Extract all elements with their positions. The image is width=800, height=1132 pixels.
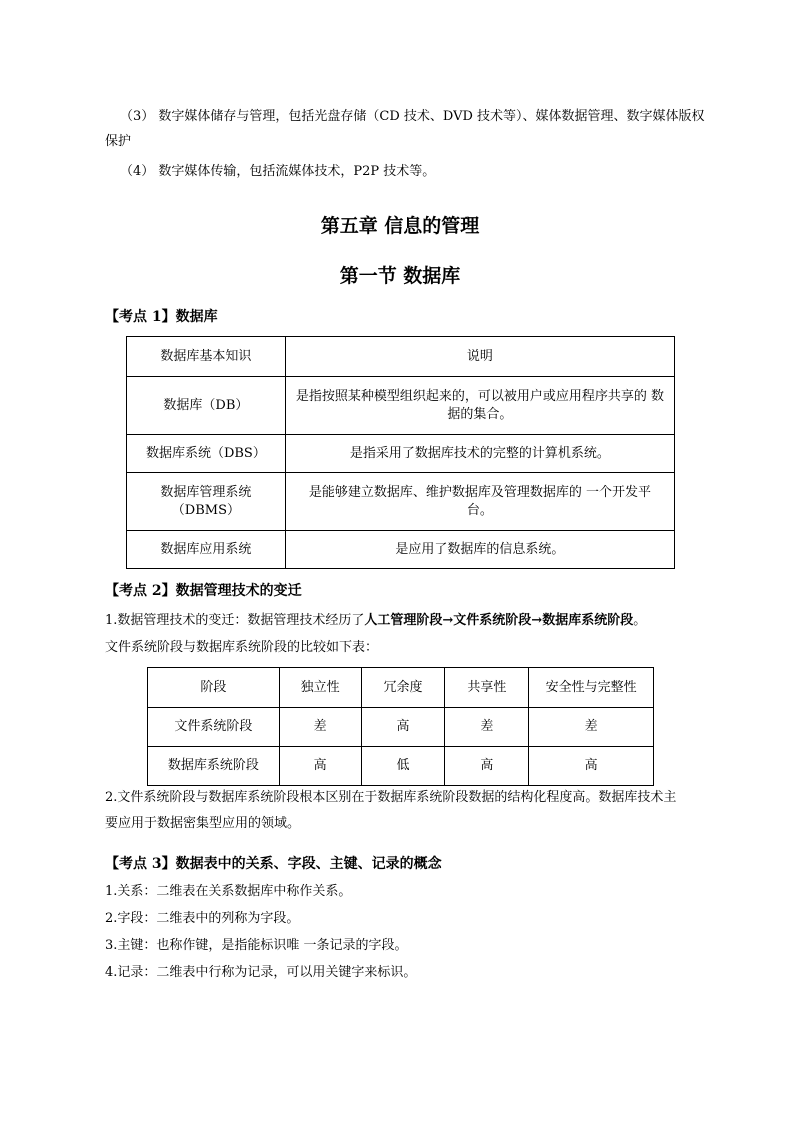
table-cell: 高 <box>445 747 529 786</box>
table-cell: 高 <box>279 747 361 786</box>
table-cell: 低 <box>361 747 445 786</box>
term-line: 数据库管理系统 <box>160 484 252 500</box>
desc-line: 据的集合。 <box>447 406 513 422</box>
paragraph-4: （4） 数字媒体传输，包括流媒体技术，P2P 技术等。 <box>120 164 436 179</box>
paragraph-3-line-1: （3） 数字媒体储存与管理，包括光盘存储（CD 技术、DVD 技术等）、媒体数据管理、数字媒体版权 <box>120 109 705 124</box>
term-cell: 数据库应用系统 <box>127 531 286 569</box>
table-row <box>148 747 654 786</box>
database-basics-table <box>126 336 675 569</box>
term-cell: 数据库（DB） <box>127 377 286 435</box>
comparison-intro: 文件系统阶段与数据库系统阶段的比较如下表： <box>105 640 379 655</box>
table-row <box>127 435 675 473</box>
header-cell: 说明 <box>285 337 674 377</box>
section-title: 第一节 数据库 <box>339 265 461 287</box>
evolution-stages: 人工管理阶段→文件系统阶段→数据库系统阶段 <box>364 613 634 628</box>
evolution-line <box>105 612 646 630</box>
kaodian-2-heading: 【考点 2】数据管理技术的变迁 <box>105 583 302 599</box>
table-cell: 差 <box>529 708 654 747</box>
desc-line: 是指按照某种模型组织起来的，可以被用户或应用程序共享的 数 <box>295 388 664 404</box>
chapter-title: 第五章 信息的管理 <box>320 215 480 237</box>
header-cell: 共享性 <box>445 668 529 708</box>
term-cell <box>127 473 286 531</box>
desc-cell <box>285 473 674 531</box>
table-header-row <box>148 668 654 708</box>
desc-cell <box>285 377 674 435</box>
desc-line: 是能够建立数据库、维护数据库及管理数据库的 一个开发平 <box>308 484 651 500</box>
definition-item: 4.记录：二维表中行称为记录，可以用关键字来标识。 <box>105 965 417 980</box>
evolution-suffix: 。 <box>633 613 647 628</box>
term-cell: 数据库系统（DBS） <box>127 435 286 473</box>
desc-cell: 是应用了数据库的信息系统。 <box>285 531 674 569</box>
kaodian-3-heading: 【考点 3】数据表中的关系、字段、主键、记录的概念 <box>105 856 442 872</box>
header-cell: 数据库基本知识 <box>127 337 286 377</box>
difference-line-2: 要应用于数据密集型应用的领域。 <box>105 816 301 831</box>
table-row <box>148 708 654 747</box>
table-row <box>127 377 675 435</box>
term-line: （DBMS） <box>171 502 240 518</box>
kaodian-1-heading: 【考点 1】数据库 <box>105 309 218 325</box>
paragraph-3-line-2: 保护 <box>105 134 132 149</box>
table-cell: 高 <box>361 708 445 747</box>
table-header-row <box>127 337 675 377</box>
table-cell: 差 <box>445 708 529 747</box>
difference-line-1: 2.文件系统阶段与数据库系统阶段根本区别在于数据库系统阶段数据的结构化程度高。数据库技术主 <box>105 790 677 805</box>
desc-line: 台。 <box>466 502 493 518</box>
table-cell: 文件系统阶段 <box>148 708 280 747</box>
table-row <box>127 473 675 531</box>
header-cell: 独立性 <box>279 668 361 708</box>
header-cell: 阶段 <box>148 668 280 708</box>
table-row <box>127 531 675 569</box>
evolution-prefix: 1.数据管理技术的变迁：数据管理技术经历了 <box>105 613 365 628</box>
header-cell: 安全性与完整性 <box>529 668 654 708</box>
table-cell: 数据库系统阶段 <box>148 747 280 786</box>
table-cell: 高 <box>529 747 654 786</box>
header-cell: 冗余度 <box>361 668 445 708</box>
definition-item: 1.关系：二维表在关系数据库中称作关系。 <box>105 884 352 899</box>
table-cell: 差 <box>279 708 361 747</box>
definition-item: 3.主键：也称作键，是指能标识唯 一条记录的字段。 <box>105 938 408 953</box>
stage-comparison-table <box>147 667 654 786</box>
definition-item: 2.字段：二维表中的列称为字段。 <box>105 911 300 926</box>
desc-cell: 是指采用了数据库技术的完整的计算机系统。 <box>285 435 674 473</box>
